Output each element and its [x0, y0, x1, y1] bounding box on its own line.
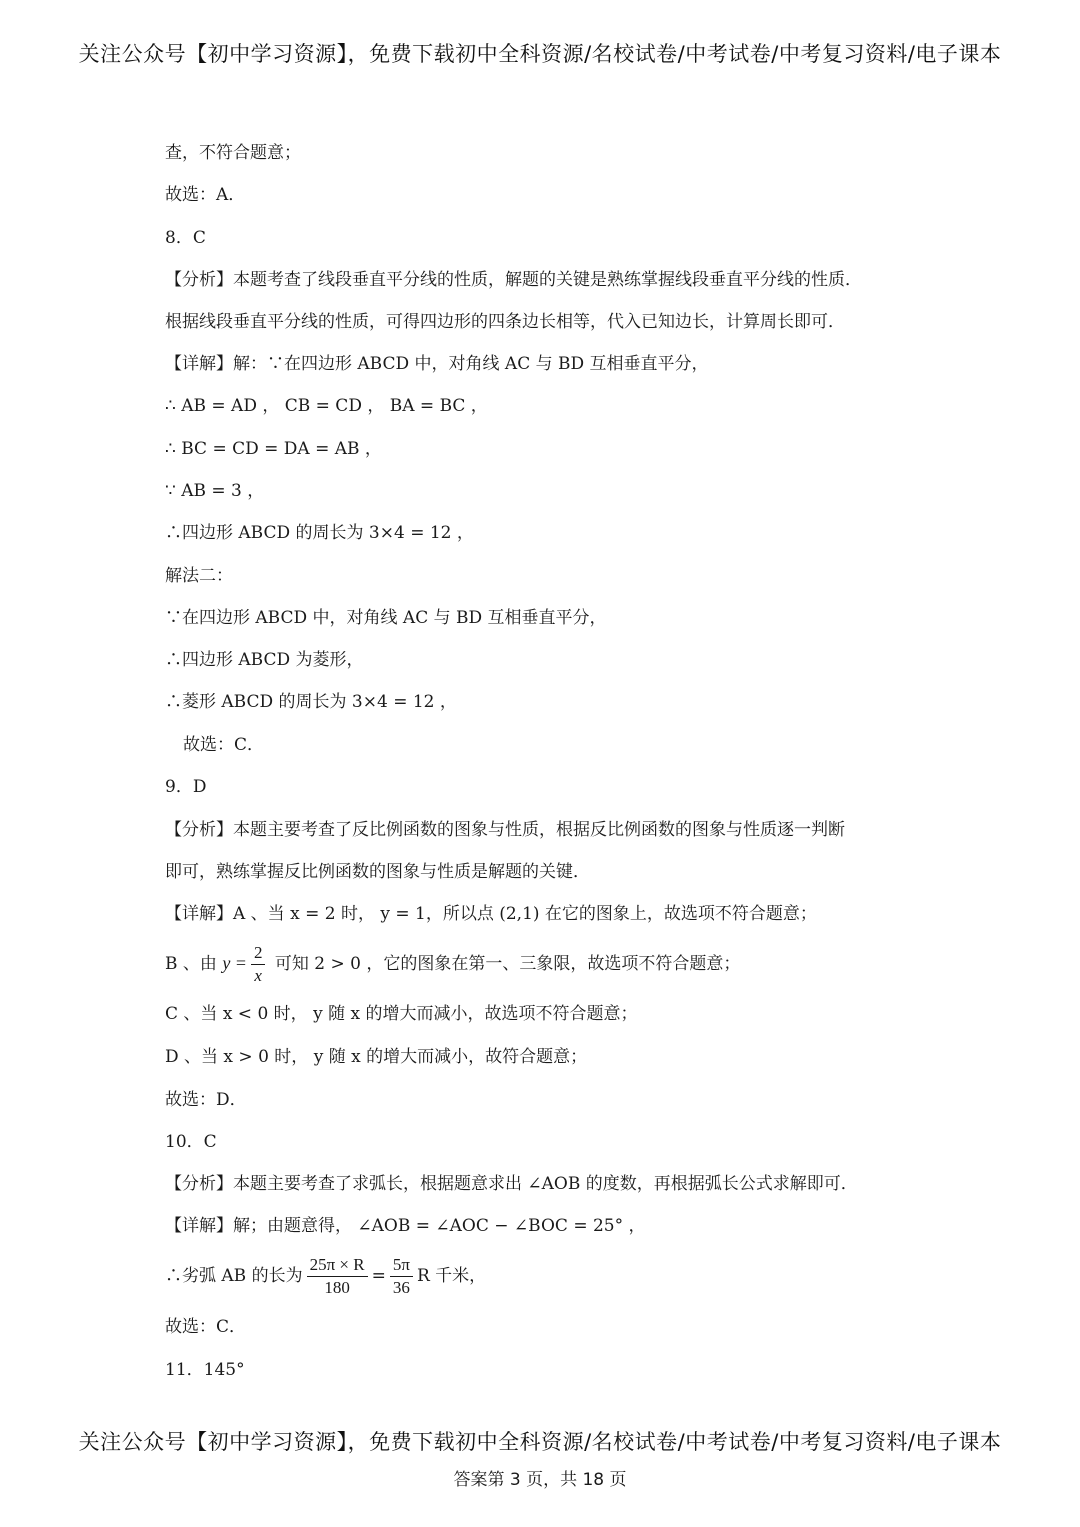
arc-suffix: R 千米，: [416, 1266, 487, 1286]
analysis-line: 【分析】本题考查了线段垂直平分线的性质，解题的关键是熟练掌握线段垂直平分线的性质．: [165, 270, 862, 290]
bottom-banner: 关注公众号【初中学习资源】，免费下载初中全科资源/名校试卷/中考试卷/中考复习资料/电子课本: [78, 1430, 1002, 1454]
text-line: 解法二：: [165, 566, 233, 586]
question-number: 8．C: [165, 228, 206, 248]
option-b-lhs: y =: [222, 953, 247, 973]
fraction: [307, 1254, 368, 1299]
page-number: 答案第 3 页，共 18 页: [453, 1470, 627, 1490]
text-line: 故选：D．: [165, 1090, 247, 1110]
fraction: [251, 942, 266, 987]
equals-sign: =: [371, 1266, 386, 1286]
fraction-denominator: 180: [324, 1278, 350, 1297]
math-line: D 、当 x > 0 时， y 随 x 的增大而减小，故符合题意；: [165, 1047, 588, 1067]
math-line: ∵ AB = 3 ，: [165, 481, 265, 501]
top-banner: 关注公众号【初中学习资源】，免费下载初中全科资源/名校试卷/中考试卷/中考复习资料/电子课本: [78, 42, 1002, 66]
fraction: [390, 1254, 413, 1299]
math-line: ∴ BC = CD = DA = AB ，: [165, 439, 382, 459]
arc-length-line: [165, 1254, 486, 1299]
math-line: ∴四边形 ABCD 为菱形，: [165, 650, 364, 670]
detail-line: 【详解】A 、当 x = 2 时， y = 1，所以点 (2,1) 在它的图象上，故选项不符合题意；: [165, 904, 817, 924]
math-line: ∴四边形 ABCD 的周长为 3×4 = 12 ，: [165, 523, 474, 543]
fraction-numerator: 5π: [390, 1254, 413, 1277]
arc-prefix: ∴劣弧 AB 的长为: [165, 1266, 303, 1286]
math-line: ∴ AB = AD ， CB = CD ， BA = BC ，: [165, 396, 488, 416]
text-line: 故选：A．: [165, 185, 246, 205]
option-b-line: [165, 942, 740, 987]
analysis-line: 即可，熟练掌握反比例函数的图象与性质是解题的关键．: [165, 862, 590, 882]
detail-line: 【详解】解：∵在四边形 ABCD 中，对角线 AC 与 BD 互相垂直平分，: [165, 354, 709, 374]
question-number: 11．145°: [165, 1360, 245, 1380]
analysis-line: 【分析】本题主要考查了反比例函数的图象与性质，根据反比例函数的图象与性质逐一判断: [165, 820, 845, 840]
analysis-line: 根据线段垂直平分线的性质，可得四边形的四条边长相等，代入已知边长，计算周长即可．: [165, 312, 845, 332]
question-number: 9．D: [165, 777, 207, 797]
option-b-prefix: B 、由: [165, 954, 223, 974]
math-line: C 、当 x < 0 时， y 随 x 的增大而减小，故选项不符合题意；: [165, 1004, 638, 1024]
math-line: ∵在四边形 ABCD 中，对角线 AC 与 BD 互相垂直平分，: [165, 608, 607, 628]
fraction-denominator: 36: [392, 1278, 410, 1297]
math-line: ∴菱形 ABCD 的周长为 3×4 = 12 ，: [165, 692, 457, 712]
fraction-numerator: 25π × R: [307, 1254, 368, 1277]
question-number: 10．C: [165, 1132, 217, 1152]
text-line: 查，不符合题意；: [165, 143, 301, 163]
fraction-numerator: 2: [251, 942, 266, 965]
text-line: 故选：C．: [165, 1317, 247, 1337]
detail-line: 【详解】解；由题意得， ∠AOB = ∠AOC − ∠BOC = 25° ，: [165, 1216, 646, 1236]
fraction-denominator: x: [254, 966, 262, 985]
option-b-suffix: 可知 2 > 0 ，它的图象在第一、三象限，故选项不符合题意；: [269, 954, 741, 974]
analysis-line: 【分析】本题主要考查了求弧长，根据题意求出 ∠AOB 的度数，再根据弧长公式求解即可．: [165, 1174, 858, 1194]
text-line: 故选：C．: [183, 735, 265, 755]
